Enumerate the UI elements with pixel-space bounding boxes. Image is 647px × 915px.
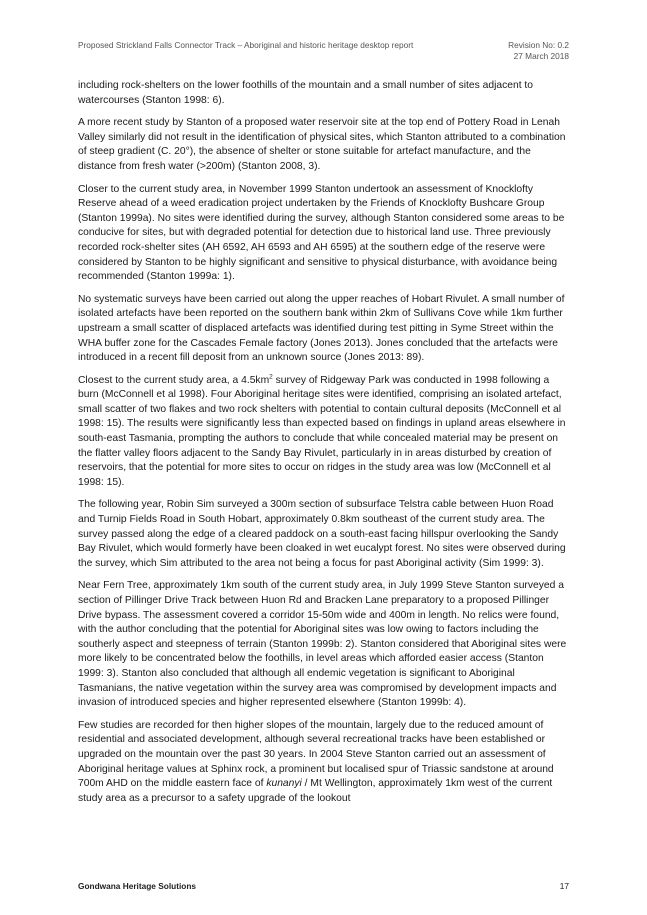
paragraph-5-rest: survey of Ridgeway Park was conducted in 1998 following a burn (McConnell et al 1998). Four Aboriginal heritage sites were identified, comprising an isolated artefact, small scatter of two flakes and two rock shelters with potential to contain cultural deposits (McConnell et al 1998: 15). The results were significantly less than expected based on findings in upland areas elsewhere in south-east Tasmania, prompting the authors to conclude that while concealed material may be present on the flatter valley floors adjacent to the Sandy Bay Rivulet, particularly in in areas disturbed by creation of reservoirs, that the potential for more sites to occur on ridges in the study area was low (McConnell et al 1998: 15). xyxy=(78,374,566,488)
page-header xyxy=(78,38,569,68)
revision-block xyxy=(508,40,569,62)
paragraph-6: The following year, Robin Sim surveyed a 300m section of subsurface Telstra cable between Huon Road and Turnip Fields Road in South Hobart, approximately 0.8km southeast of the current study area. The survey passed along the edge of a cleared paddock on a south-east facing hillspur overlooking the Sandy Bay Rivulet, which would formerly have been cloaked in wet eucalypt forest. No sites were observed during the survey, which Sim attributed to the area not being a focus for past Aboriginal activity (Sim 1999: 3). xyxy=(78,499,566,569)
revision-date: 27 March 2018 xyxy=(513,51,569,61)
paragraph-8-rest: / Mt Wellington, approximately 1km west of the current study area as a precursor to a safety upgrade of the lookout xyxy=(78,778,553,804)
page-number: 17 xyxy=(559,881,569,891)
paragraph-5-start: Closest to the current study area, a 4.5km xyxy=(78,374,270,386)
organisation-name: Gondwana Heritage Solutions xyxy=(78,881,197,891)
paragraph-1: including rock-shelters on the lower foothills of the mountain and a small number of sites adjacent to watercourses (Stanton 1998: 6). xyxy=(78,80,534,106)
paragraph-3: Closer to the current study area, in November 1999 Stanton undertook an assessment of Knocklofty Reserve ahead of a weed eradication project undertaken by the Friends of Knocklofty Bushcare Group (Stanton 1999a). No sites were identified during the survey, although Stanton considered some areas to be conducive for sites, but with degraded potential for detection due to historical land use. Three previously recorded rock-shelter sites (AH 6592, AH 6593 and AH 6595) at the southern edge of the reserve were considered by Stanton to be highly significant and sensitive to physical disturbance, with avoidance being recommended (Stanton 1999a: 1). xyxy=(78,183,565,283)
kunanyi-italic: kunanyi xyxy=(266,778,302,790)
paragraph-8 xyxy=(78,719,570,807)
document-body xyxy=(78,79,570,814)
report-title: Proposed Strickland Falls Connector Track – Aboriginal and historic heritage desktop report xyxy=(78,40,414,50)
paragraph-5 xyxy=(78,374,570,491)
revision-number: Revision No: 0.2 xyxy=(508,40,569,50)
paragraph-4: No systematic surveys have been carried out along the upper reaches of Hobart Rivulet. A small number of isolated artefacts have been reported on the southern bank within 2km of Sullivans Cove while 1km further upstream a small scatter of displaced artefacts was identified during test pitting in Syme Street within the WHA buffer zone for the Cascades Female factory (Jones 2013). Jones concluded that the artefacts were introduced in a recent fill deposit from an unknown source (Jones 2013: 89). xyxy=(78,293,565,364)
paragraph-8-start: Few studies are recorded for then higher slopes of the mountain, largely due to the reduced amount of residential and associated development, although several recreational tracks have been established or upgraded on the mountain over the past 30 years. In 2004 Steve Stanton carried out an assessment of Aboriginal heritage values at Sphinx rock, a prominent but localised spur of Triassic sandstone at around 700m AHD on the middle eastern face of xyxy=(78,719,554,790)
paragraph-2: A more recent study by Stanton of a proposed water reservoir site at the top end of Pottery Road in Lenah Valley similarly did not result in the identification of physical sites, which Stanton attributed to a combination of steep gradient (C. 20°), the absence of shelter or stone suitable for artefact manufacture, and the distance from fresh water (>200m) (Stanton 2008, 3). xyxy=(78,117,566,172)
superscript-2: 2 xyxy=(269,373,273,381)
paragraph-7: Near Fern Tree, approximately 1km south of the current study area, in July 1999 Steve Stanton surveyed a section of Pillinger Drive Track between Huon Rd and Bracken Lane preparatory to a proposed Pillinger Drive bypass. The assessment covered a corridor 15-50m wide and 400m in length. No relics were found, with the author concluding that the potential for Aboriginal sites was low owing to factors including the southerly aspect and steepness of terrain (Stanton 1999b: 2). Stanton considered that Aboriginal sites were more likely to be concentrated below the foothills, in level areas which afforded easier access (Stanton 1999: 3). Stanton also concluded that although all endemic vegetation is significant to Aboriginal Tasmanians, the native vegetation within the survey area was compromised by development impacts and invasion of introduced species and higher represented elsewhere (Stanton 1999b: 4). xyxy=(78,580,567,709)
